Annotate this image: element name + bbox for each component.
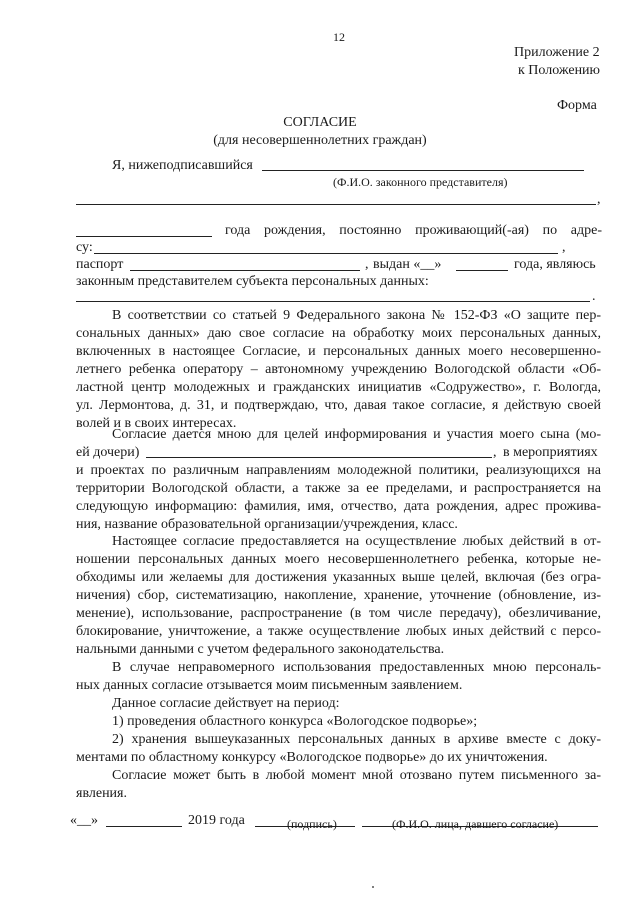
signature-year: 2019 года [188,813,245,828]
fio-blank [262,170,584,171]
paragraph-4-line-2: ных данных согласие отзывается моим письменным заявлением. [76,678,463,693]
paragraph-3-line-2: ношении персональных данных моего несовершеннолетнего ребенка, которые не- [76,552,601,567]
period-item-2-line-1: 2) хранения вышеуказанных персональных данных в архиве вместе с доку- [112,732,601,747]
comma: , [597,192,601,207]
passport-issued-label: выдан «__» [373,257,442,272]
passport-issue-date-blank [456,270,508,271]
paragraph-1-line-1: В соответствии со статьей 9 Федерального закона № 152-ФЗ «О защите пер- [112,308,601,323]
birth-year-blank [76,236,212,237]
paragraph-3-line-5: менение), использование, распространение (в том числе передачу), обезличивание, [76,606,601,621]
fio-continuation-blank [76,204,596,205]
paragraph-3-line-4: ничения) сбор, систематизацию, накопление, хранение, уточнение (обновление, из- [76,588,601,603]
paragraph-1-line-6: ул. Лермонтова, д. 31, и подтверждаю, что, давая такое согласие, я действую своей [76,398,601,413]
paragraph-2-line-2-right: в мероприятиях [503,445,598,460]
signer-name-caption: (Ф.И.О. лица, давшего согласие) [392,817,559,831]
passport-label: паспорт [76,257,124,272]
subject-name-blank [76,301,590,302]
birth-line-text: года рождения, постоянно проживающий(-ая) по адре- [225,223,602,238]
paragraph-4-line-1: В случае неправомерного использования предоставленных мною персональ- [112,660,601,675]
paragraph-3-line-1: Настоящее согласие предоставляется на осуществление любых действий в от- [112,534,601,549]
period-mark: . [592,289,596,304]
scan-speck [372,886,374,888]
paragraph-1-line-4: летнего ребенка оператору – автономному учреждению Вологодской области «Об- [76,362,601,377]
legal-representative-text: законным представителем субъекта персональных данных: [76,274,429,289]
paragraph-1-line-3: включенных в настоящее Согласие, и персональных данных моего несовершенно- [76,344,601,359]
appendix-line-2: к Положению [518,63,601,78]
paragraph-3-line-3: обходимы или желаемы для достижения указанных выше целей, включая (без огра- [76,570,601,585]
form-label: Форма [557,98,597,113]
appendix-line-1: Приложение 2 [514,45,600,60]
period-intro: Данное согласие действует на период: [112,696,340,711]
comma: , [493,445,497,460]
paragraph-5-line-1: Согласие может быть в любой момент мной отозвано путем письменного за- [112,768,601,783]
paragraph-5-line-2: явления. [76,786,127,801]
paragraph-3-line-6: блокирование, уничтожение, а также осуществление любых иных действий с персо- [76,624,601,639]
paragraph-2-line-3: и проектах по различным направлениям молодежной политики, реализующихся на [76,463,601,478]
intro-text: Я, нижеподписавшийся [112,158,253,173]
paragraph-2-line-6: ния, название образовательной организации/учреждения, класс. [76,517,458,532]
paragraph-2-line-5: следующую информацию: фамилия, имя, отчество, дата рождения, адрес прожива- [76,499,601,514]
signature-caption: (подпись) [287,817,337,831]
address-label: су: [76,240,93,255]
child-name-blank [146,457,492,458]
paragraph-2-line-1: Согласие дается мною для целей информирования и участия моего сына (мо- [112,427,601,442]
period-item-1: 1) проведения областного конкурса «Вологодское подворье»; [112,714,478,729]
page-title: СОГЛАСИЕ [283,115,357,130]
paragraph-3-line-7: нальными данными с учетом федерального законодательства. [76,642,445,657]
paragraph-1-line-5: ластной центр молодежных и гражданских инициатив «Содружество», г. Вологда, [76,380,601,395]
signature-date-blank [106,826,182,827]
passport-number-blank [130,270,360,271]
signature-date-open: «__» [70,813,98,828]
passport-tail: года, являюсь [514,257,596,272]
address-blank [94,253,558,254]
paragraph-2-line-2-left: ей дочери) [76,445,140,460]
comma: , [365,257,369,272]
paragraph-1-line-2: сональных данных» даю свое согласие на обработку моих персональных данных, [76,326,601,341]
comma: , [562,240,566,255]
paragraph-1-line-7: волей и в своих интересах. [76,416,237,431]
fio-caption: (Ф.И.О. законного представителя) [333,175,508,189]
paragraph-2-line-4: территории Вологодской области, а также за ее пределами, и распространяется на [76,481,601,496]
period-item-2-line-2: ментами по областному конкурсу «Вологодское подворье» до их уничтожения. [76,750,548,765]
page-subtitle: (для несовершеннолетних граждан) [213,133,427,148]
page-number: 12 [333,30,345,44]
